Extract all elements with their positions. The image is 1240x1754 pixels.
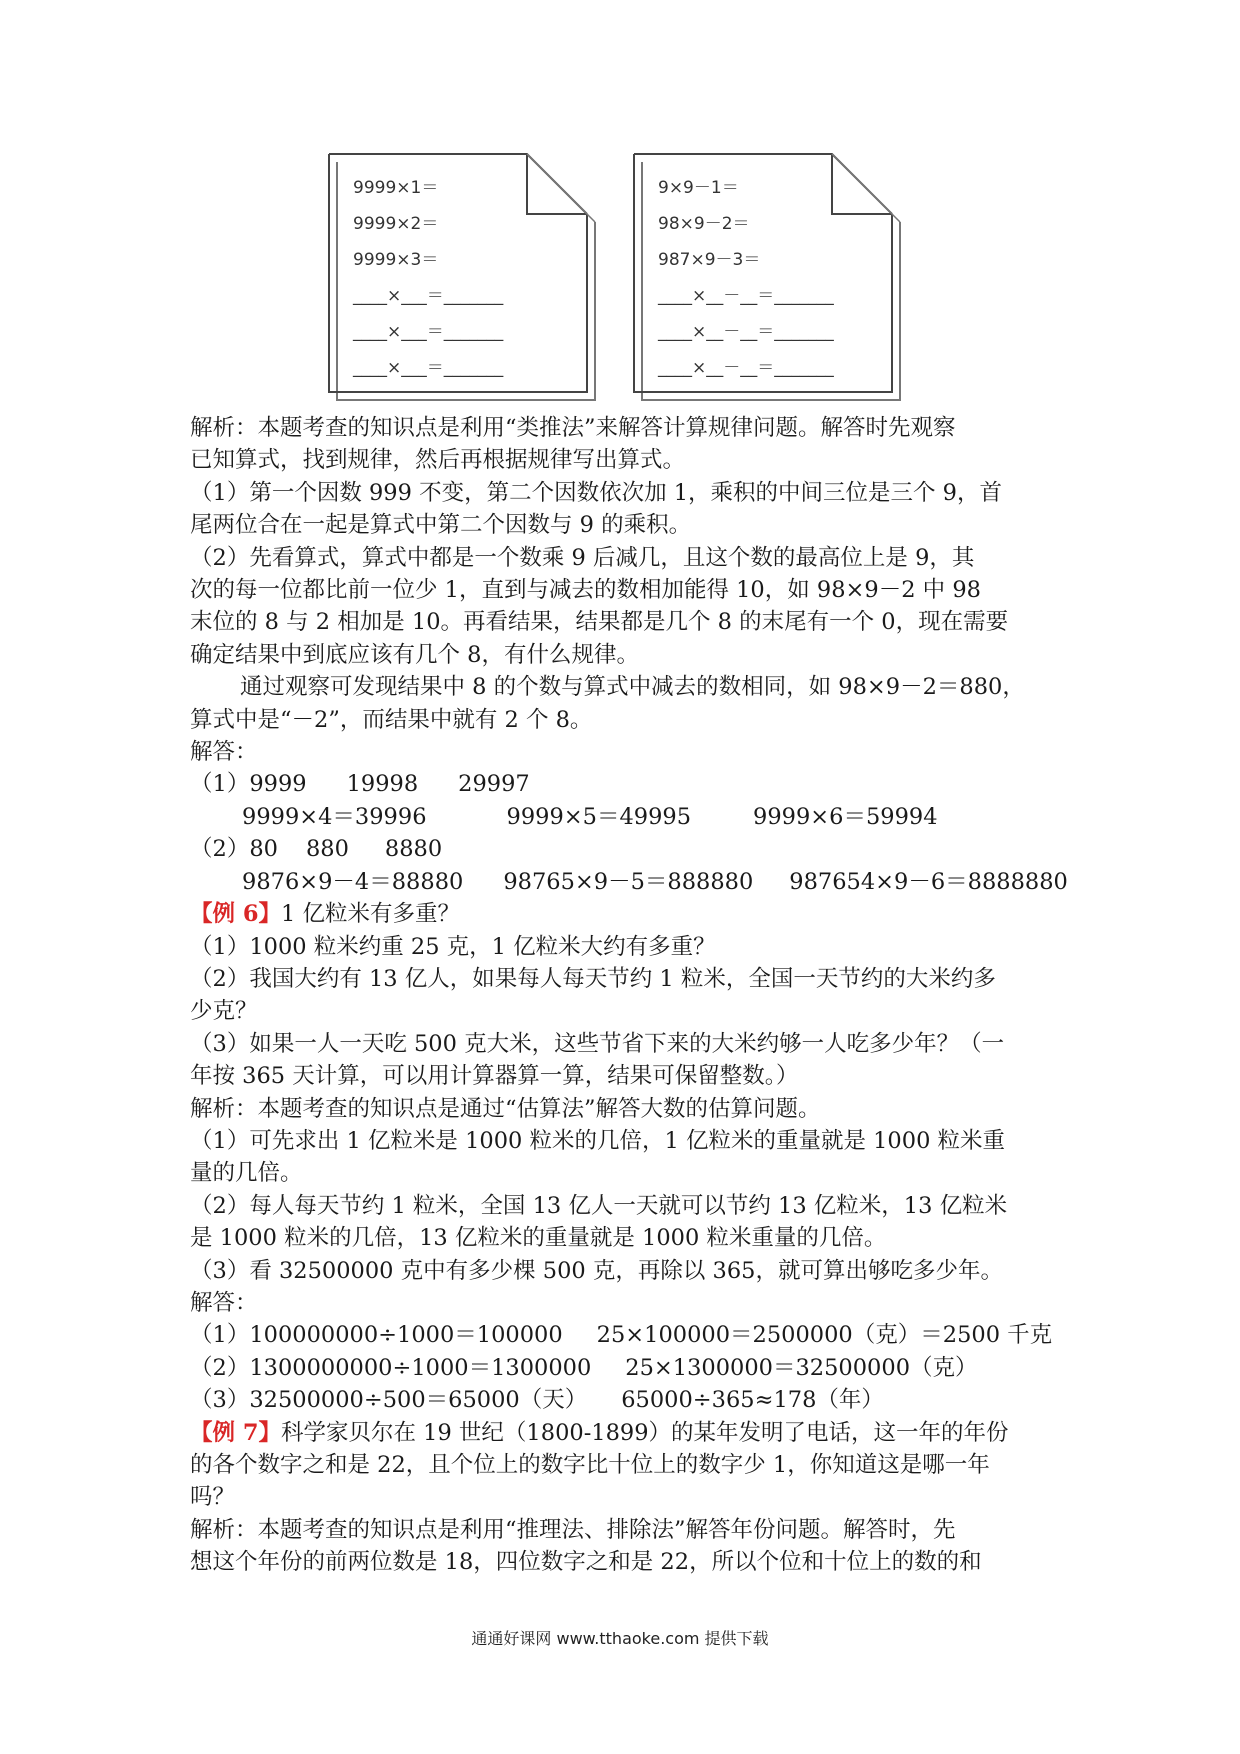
analysis-text: 解析：本题考查的知识点是利用“推理法、排除法”解答年份问题。解答时，先 — [190, 1516, 956, 1543]
note-line: 9×9－1＝ — [658, 178, 739, 198]
note-line: 987×9－3＝ — [658, 250, 761, 270]
note-line: 98×9－2＝ — [658, 214, 750, 234]
note-line: 9999×2＝ — [353, 214, 439, 234]
answer-value: 25×100000＝2500000（克）＝2500 千克 — [596, 1322, 1053, 1349]
note-line: ____×___＝_______ — [353, 358, 504, 378]
answer-value: 987654×9－6＝8888880 — [789, 868, 1068, 895]
analysis-text: 算式中是“－2”，而结果中就有 2 个 8。 — [190, 706, 593, 733]
analysis-text: 量的几倍。 — [190, 1160, 303, 1187]
analysis-text: 解析：本题考查的知识点是利用“类推法”来解答计算规律问题。解答时先观察 — [190, 415, 956, 441]
analysis-text: 通过观察可发现结果中 8 的个数与算式中减去的数相同，如 98×9－2＝880， — [240, 674, 1025, 701]
analysis-text: 末位的 8 与 2 相加是 10。再看结果，结果都是几个 8 的末尾有一个 0，现在需要 — [190, 609, 1009, 636]
answer-value: 9999×6＝59994 — [753, 803, 938, 830]
analysis-text: （1）可先求出 1 亿粒米是 1000 粒米的几倍，1 亿粒米的重量就是 1000 粒米重 — [190, 1127, 1006, 1154]
answer-value: （3）32500000÷500＝65000（天） — [190, 1387, 588, 1414]
analysis-text: （1）第一个因数 999 不变，第二个因数依次加 1，乘积的中间三位是三个 9，首 — [190, 479, 1003, 506]
right-note-paper — [632, 152, 909, 404]
question-text: 年按 365 天计算，可以用计算器算一算，结果可保留整数。） — [190, 1063, 799, 1090]
answer-line — [190, 833, 1070, 865]
answer-value: 9999×4＝39996 — [242, 803, 427, 830]
answer-value: （2）80 — [190, 836, 278, 863]
analysis-text: 次的每一位都比前一位少 1，直到与减去的数相加能得 10，如 98×9－2 中 98 — [190, 577, 981, 604]
example-question: 科学家贝尔在 19 世纪（1800-1899）的某年发明了电话，这一年的年份 — [281, 1419, 1009, 1446]
question-text: （3）如果一人一天吃 500 克大米，这些节省下来的大米约够一人吃多少年？（一 — [190, 1030, 1005, 1057]
answer-value: （2）1300000000÷1000＝1300000 — [190, 1354, 592, 1381]
answer-value: 65000÷365≈178（年） — [621, 1387, 884, 1414]
left-note-paper — [327, 152, 604, 404]
question-text: 少克？ — [190, 998, 258, 1025]
answer-value: 29997 — [458, 771, 530, 798]
answer-value: 19998 — [346, 771, 419, 798]
answer-line — [190, 1352, 1070, 1384]
pattern-figure — [327, 152, 913, 407]
answer-value: 8880 — [384, 836, 443, 863]
question-text: 的各个数字之和是 22，且个位上的数字比十位上的数字少 1，你知道这是哪一年 — [190, 1452, 990, 1478]
answer-line — [190, 866, 1070, 898]
answer-value: 9999×5＝49995 — [506, 803, 692, 830]
analysis-text: 解析：本题考查的知识点是通过“估算法”解答大数的估算问题。 — [190, 1095, 821, 1122]
answer-value: 880 — [305, 836, 349, 863]
example-tag: 【例 7】 — [190, 1419, 281, 1446]
answer-line — [190, 801, 1070, 833]
answer-value: （1）100000000÷1000＝100000 — [190, 1322, 563, 1349]
analysis-text: 已知算式，找到规律，然后再根据规律写出算式。 — [190, 447, 686, 474]
note-line: ____×__－__＝_______ — [658, 358, 834, 378]
answer-heading: 解答： — [190, 739, 258, 766]
note-line: 9999×3＝ — [353, 250, 439, 270]
page-footer: 通通好课网 www.tthaoke.com 提供下载 — [471, 1629, 769, 1648]
example-question: 1 亿粒米有多重？ — [281, 901, 460, 928]
question-text: （1）1000 粒米约重 25 克，1 亿粒米大约有多重？ — [190, 933, 716, 960]
note-line: ____×___＝_______ — [353, 286, 504, 306]
answer-value: （1）9999 — [190, 771, 307, 798]
note-line: ____×__－__＝_______ — [658, 286, 834, 306]
analysis-text: （2）每人每天节约 1 粒米，全国 13 亿人一天就可以节约 13 亿粒米，13 亿粒米 — [190, 1192, 1008, 1219]
note-line: ____×__－__＝_______ — [658, 322, 834, 342]
document-body — [190, 412, 1070, 1579]
analysis-text: 确定结果中到底应该有几个 8，有什么规律。 — [190, 641, 639, 668]
example-title — [190, 898, 1070, 930]
note-line: ____×___＝_______ — [353, 322, 504, 342]
answer-line — [190, 1319, 1070, 1351]
answer-value: 98765×9－5＝888880 — [503, 868, 754, 895]
answer-value: 25×1300000＝32500000（克） — [625, 1354, 978, 1381]
answer-line — [190, 768, 1070, 800]
analysis-text: 想这个年份的前两位数是 18，四位数字之和是 22，所以个位和十位上的数的和 — [190, 1549, 982, 1576]
analysis-text: 尾两位合在一起是算式中第二个因数与 9 的乘积。 — [190, 512, 692, 539]
note-line: 9999×1＝ — [353, 178, 439, 198]
analysis-text: （2）先看算式，算式中都是一个数乘 9 后减几，且这个数的最高位上是 9，其 — [190, 544, 975, 571]
example-tag: 【例 6】 — [190, 901, 281, 928]
analysis-text: 是 1000 粒米的几倍，13 亿粒米的重量就是 1000 粒米重量的几倍。 — [190, 1225, 887, 1252]
example-title — [190, 1417, 1070, 1449]
answer-value: 9876×9－4＝88880 — [242, 868, 464, 895]
question-text: 吗？ — [190, 1484, 236, 1511]
answer-line — [190, 1384, 1070, 1416]
analysis-text: （3）看 32500000 克中有多少棵 500 克，再除以 365，就可算出够吃多少年。 — [190, 1257, 1003, 1284]
answer-heading: 解答： — [190, 1289, 258, 1316]
question-text: （2）我国大约有 13 亿人，如果每人每天节约 1 粒米，全国一天节约的大米约多 — [190, 965, 996, 992]
